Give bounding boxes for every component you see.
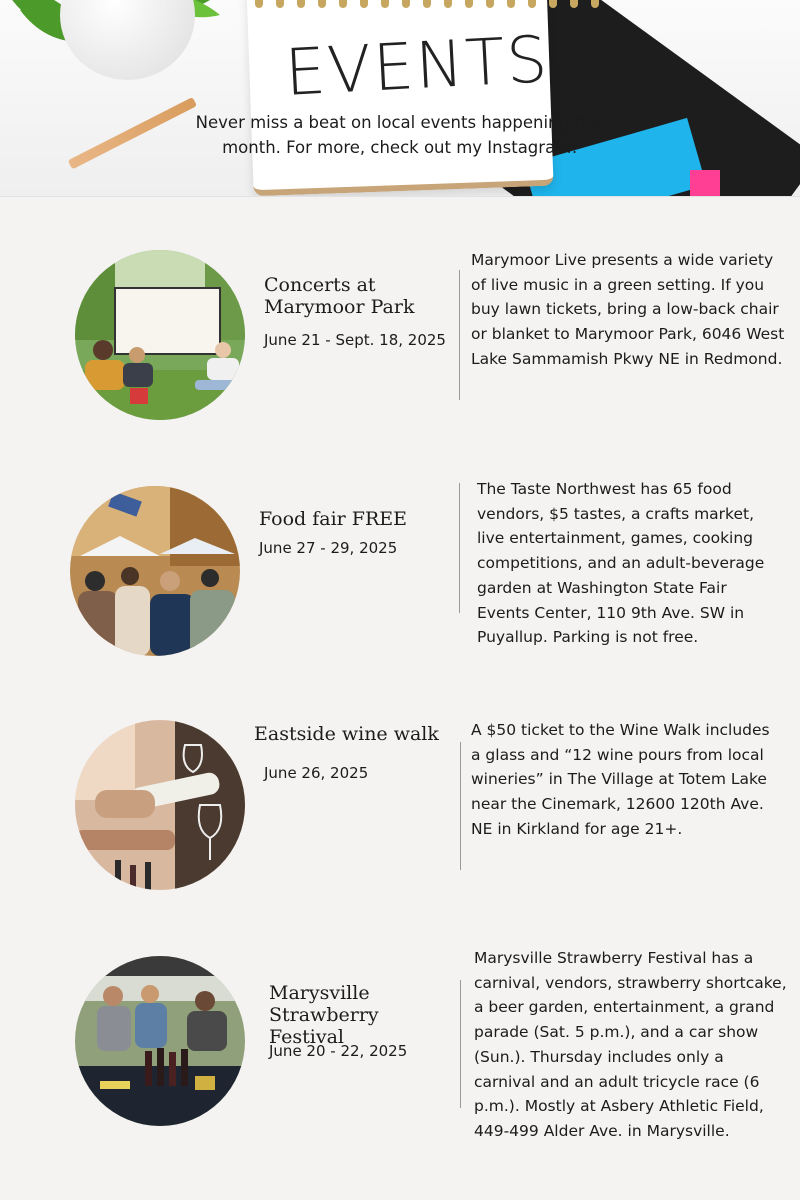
- event-title: Eastside wine walk: [254, 723, 439, 745]
- wine-pour-icon: [75, 720, 245, 890]
- event-title: Marysville Strawberry Festival: [269, 982, 379, 1048]
- event-photo: [70, 486, 240, 656]
- event-description: Marysville Strawberry Festival has a carnival, vendors, strawberry shortcake, a beer garden, entertainment, a grand parade (Sat. 5 p.m.), and a car show (Sun.). Thursday includes only a carnival and an adult tricycle race (6 p.m.). Mostly at Asbery Athletic Field, 449-499 Alder Ave. in Marysville.: [474, 949, 787, 1140]
- outdoor-movie-icon: [75, 250, 245, 420]
- event-title: Concerts at Marymoor Park: [264, 274, 415, 318]
- event-date: June 21 - Sept. 18, 2025: [264, 331, 446, 349]
- event-description: A $50 ticket to the Wine Walk includes a glass and “12 wine pours from local wineries” in The Village at Totem Lake near the Cinemark, 12600 120th Ave. NE in Kirkland for age 21+.: [471, 721, 770, 838]
- event-description: Marymoor Live presents a wide variety of live music in a green setting. If you buy lawn tickets, bring a low-back chair or blanket to Marymoor Park, 6046 West Lake Sammamish Pkwy NE in Redmond.: [471, 251, 785, 368]
- event-divider: [459, 483, 460, 613]
- pencil-icon: [68, 97, 197, 169]
- events-heading: EVENTS: [283, 23, 552, 111]
- event-divider: [460, 742, 461, 870]
- hero-banner: [0, 0, 800, 197]
- event-date: June 27 - 29, 2025: [259, 539, 398, 557]
- event-date: June 26, 2025: [264, 764, 369, 782]
- event-description: The Taste Northwest has 65 food vendors, $5 tastes, a crafts market, live entertainment, games, cooking competitions, and an adult-beverage garden at Washington State Fair Events Center, 110 9th Ave. SW in Puyallup. Parking is not free.: [477, 480, 765, 647]
- festival-vendor-icon: [75, 956, 245, 1126]
- hero-tagline: Never miss a beat on local events happening this month. For more, check out my Instagram!: [195, 113, 605, 157]
- event-photo: [75, 720, 245, 890]
- event-date: June 20 - 22, 2025: [269, 1042, 408, 1060]
- event-divider: [460, 980, 461, 1108]
- notebook-rings: [255, 0, 599, 8]
- event-photo: [75, 250, 245, 420]
- event-divider: [459, 270, 460, 400]
- event-title: Food fair FREE: [259, 508, 408, 530]
- plant-pot: [60, 0, 195, 80]
- event-photo: [75, 956, 245, 1126]
- food-fair-icon: [70, 486, 240, 656]
- sticky-note-pink: [690, 170, 720, 197]
